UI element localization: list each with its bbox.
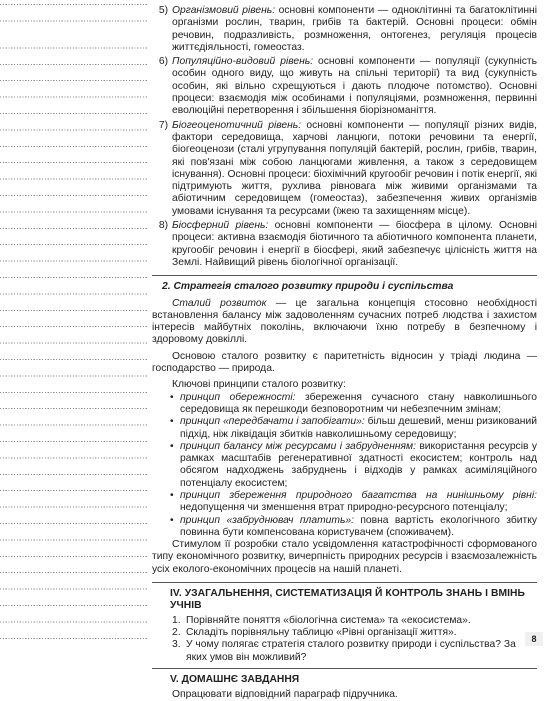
definition-paragraph: Сталий розвиток — це загальна концепція стосовно необхідності встановлення балансу між задоволенням сучасних потреб людства і захистом інтересів майбутніх поколінь, включаючи їхню потребу в безпечному і здоровому довкіллі. [152,297,537,346]
level-item: 7) Біогеоценотичний рівень: основні компоненти — популяції різних видів, фактори середовища, харчові ланцюги, потоки речовини та енергії, біогеоценози (сталі угрупування популяцій бактерій, рослин, грибів, тварин, які пов'язані між собою ланцюгами живлення, а також з середовищем існування). Основні процеси: біохімічний кругообіг речовин і потік енергії, які підтримують життя, рухлива рівновага між живими організмами та абіотичним середовищем (гомеостаз), забезпечення живих організмів умовами існування та ресурсами (їжею та захищенням місце). [158,119,537,217]
stimulus-paragraph: Стимулом її розробки стало усвідомлення катастрофічності сформованого типу економічного розвитку, вичерпність природних ресурсів і взаємозалежність усіх еколого-економічних процесів на нашій планеті. [152,539,537,575]
section-divider [152,668,537,669]
questions-list [152,615,537,664]
list-item: • принцип балансу між ресурсами і забрудненням: використання ресурсів у рамках масштабів регенеративної здатності екосистем; контроль над обсягом надходжень забруднень і відходів у рамках асиміляційного потенціалу екосистем; [172,441,537,490]
principles-intro: Ключові принципи сталого розвитку: [172,379,346,391]
section-heading-iv: IV. УЗАГАЛЬНЕННЯ, СИСТЕМАТИЗАЦІЯ Й КОНТРОЛЬ ЗНАНЬ І ВМІНЬ УЧНІВ [170,588,525,612]
section-title: 2. Стратегія сталого розвитку природи і суспільства [162,281,454,293]
list-item: • принцип збереження природного багатства на нинішньому рівні: недопущення чи зменшення втрат природно-ресурсного потенціалу; [172,490,537,515]
list-item: 3. У чому полягає стратегія сталого розвитку природи і суспільства? За яких умов він можливий? [172,639,516,663]
list-item: • принцип «забруднювач платить»: повна вартість екологічного збитку повинна бути компенсована користувачем (споживачем). [172,515,537,540]
notes-ruled-lines [0,0,148,650]
page-content [152,0,537,701]
list-item: 2. Складіть порівняльну таблицю «Рівні організації життя». [172,626,457,638]
page-number: 8 [525,632,543,646]
homework-text: Опрацювати відповідний параграф підручника. [172,689,398,701]
level-item: 8) Біосферний рівень: основні компоненти — біосфера в цілому. Основні процеси: активна взаємодія біотичного та абіотичного компонента планети, кругообіг речовин і енергії в біосфері, який забезпечує цілісність життя на Землі. Найвищий рівень біологічної організації. [158,220,537,268]
section-heading-v: V. ДОМАШНЄ ЗАВДАННЯ [170,673,300,685]
basis-paragraph: Основою сталого розвитку є паритетність відносин у тріаді людина — господарство — природа. [152,350,537,375]
list-item: 1. Порівняйте поняття «біологічна система» та «екосистема». [172,614,471,626]
list-item: • принцип «передбачати і запобігати»: більш дешевий, менш ризикований підхід, ніж ліквідація збитків навколишньому середовищу; [172,416,537,441]
list-item: • принцип обережності: збереження сучасного стану навколишнього середовища як перешкоди безповоротним чи небезпечним змінам; [172,392,537,417]
principles-list [152,392,537,540]
level-item: 5) Організмовий рівень: основні компоненти — одноклітинні та багатоклітинні організми рослин, тварин, грибів та бактерій. Основні процеси: обмін речовин, подразливість, розмноження, онтогенез, регуляція процесів життєдіяльності, гомеостаз. [158,5,538,53]
section-divider [152,582,537,583]
section-divider [152,275,537,276]
level-item: 6) Популяційно-видовий рівень: основні компоненти — популяції (сукупність особин одного виду, що живуть на спільні території) та вид (сукупність особин, які вільно схрещуються і дають плодюче потомство). Основні процеси: взаємодія між особинами і популяціями, розмноження, первинні еволюційні перетворення і збільшення біорізноманіття. [158,56,537,117]
